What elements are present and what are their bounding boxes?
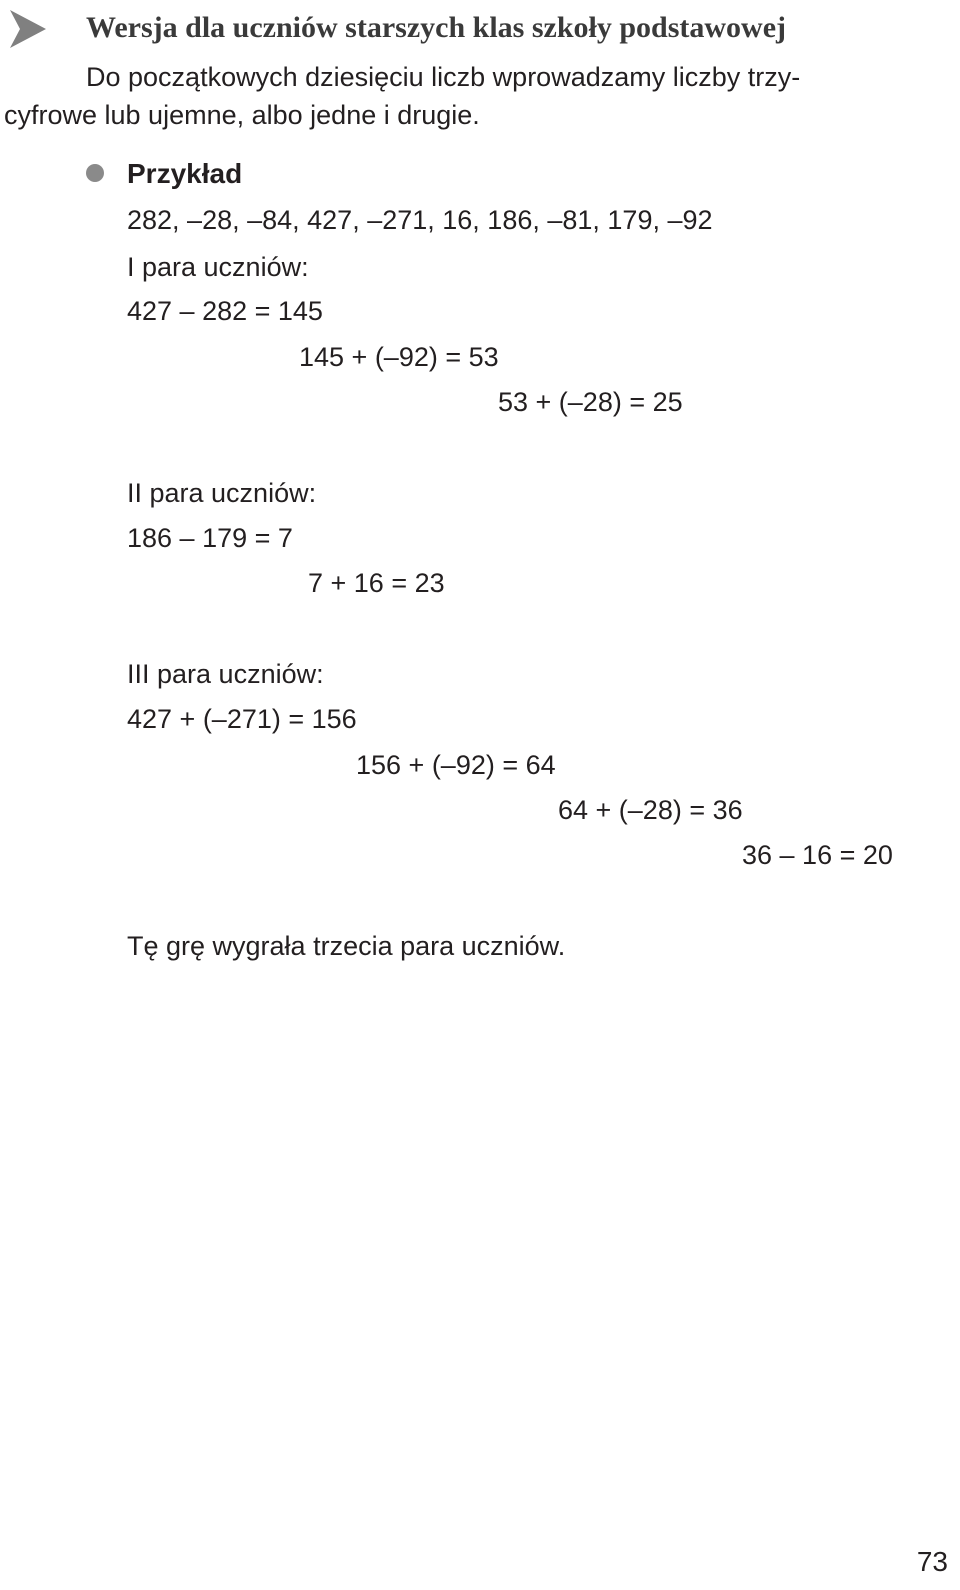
bullet-icon <box>86 164 104 182</box>
intro-text-line-1: Do początkowych dziesięciu liczb wprowadzamy liczby trzy- <box>86 62 801 92</box>
intro-text-line-2: cyfrowe lub ujemne, albo jedne i drugie. <box>4 100 480 130</box>
pair-2-label: II para uczniów: <box>127 478 317 508</box>
number-list: 282, –28, –84, 427, –271, 16, 186, –81, 179, –92 <box>127 205 713 235</box>
pair-3-step-2: 156 + (–92) = 64 <box>356 750 556 780</box>
pair-3-step-3: 64 + (–28) = 36 <box>558 795 743 825</box>
section-heading: Wersja dla uczniów starszych klas szkoły podstawowej <box>86 11 787 44</box>
pair-3-step-4: 36 – 16 = 20 <box>742 840 893 870</box>
pair-1-step-2: 145 + (–92) = 53 <box>299 342 499 372</box>
page-number: 73 <box>916 1546 948 1577</box>
arrow-right-icon <box>8 8 48 50</box>
pair-1-label: I para uczniów: <box>127 252 309 282</box>
pair-2-step-2: 7 + 16 = 23 <box>308 568 445 598</box>
conclusion: Tę grę wygrała trzecia para uczniów. <box>127 931 566 961</box>
example-title: Przykład <box>127 158 243 189</box>
pair-3-step-1: 427 + (–271) = 156 <box>127 704 357 734</box>
pair-1-step-3: 53 + (–28) = 25 <box>498 387 683 417</box>
pair-3-label: III para uczniów: <box>127 659 324 689</box>
pair-2-step-1: 186 – 179 = 7 <box>127 523 293 553</box>
pair-1-step-1: 427 – 282 = 145 <box>127 296 323 326</box>
